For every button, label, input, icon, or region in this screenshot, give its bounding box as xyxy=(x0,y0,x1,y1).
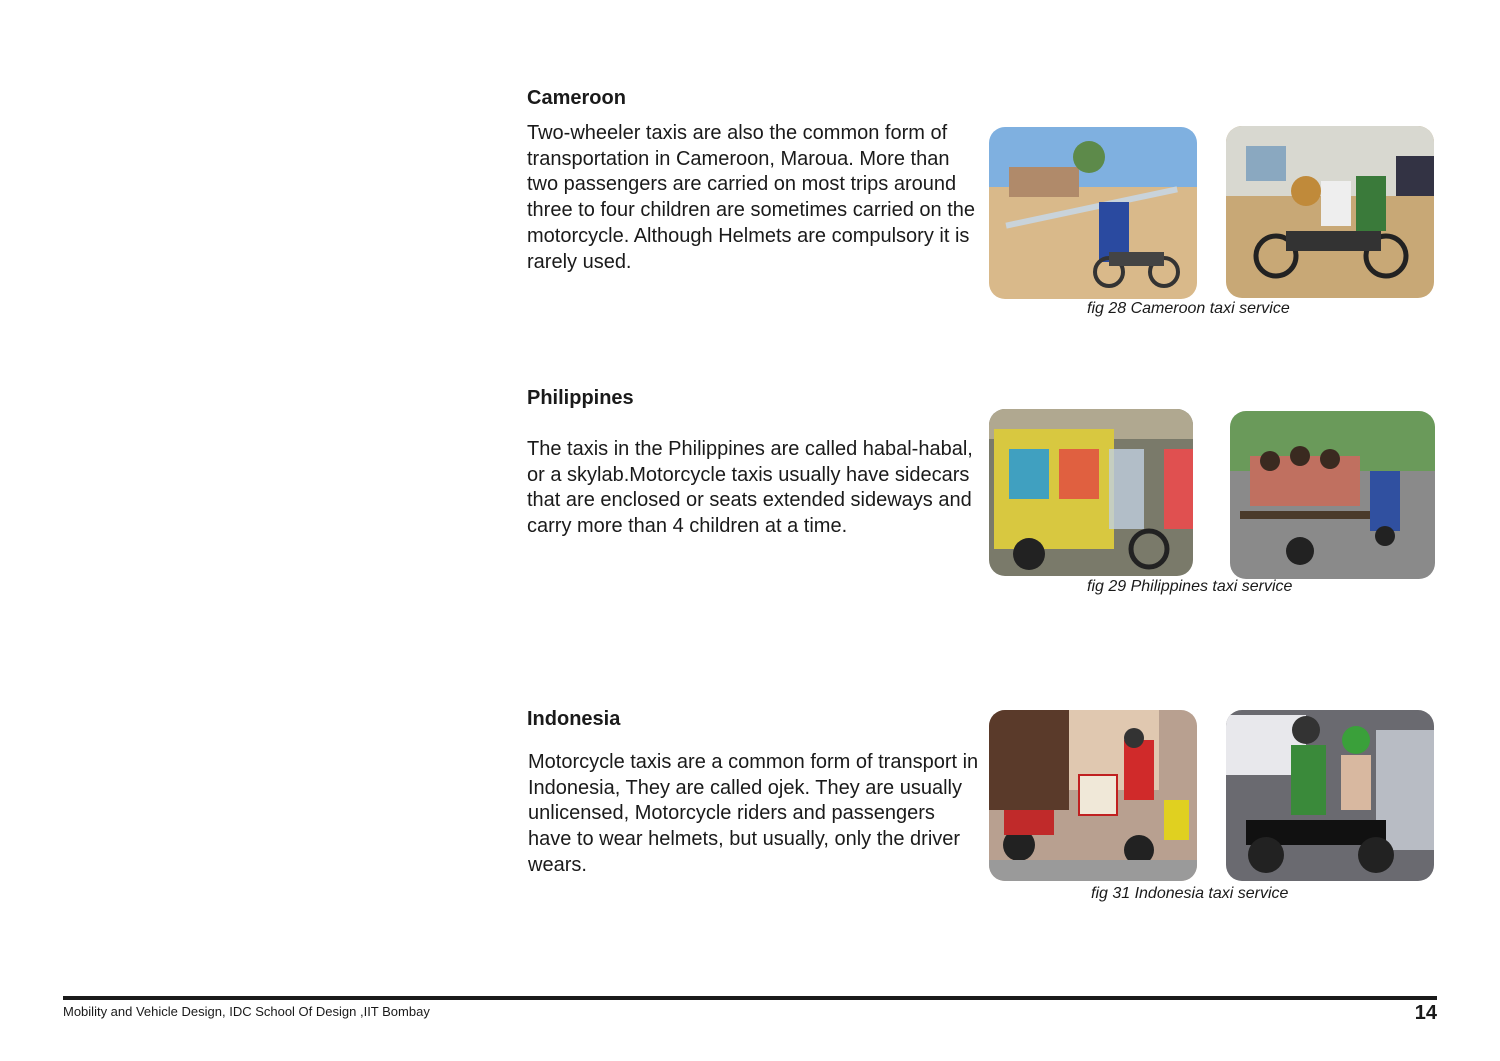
photo-indonesia-ojek-stand xyxy=(989,710,1197,881)
caption-philippines: fig 29 Philippines taxi service xyxy=(1087,578,1293,595)
photo-indonesia-gojek xyxy=(1226,710,1434,881)
section-body-indonesia: Motorcycle taxis are a common form of transport in Indonesia, They are called ojek. They are usually unlicensed, Motorcycle riders and passengers have to wear helmets, but usually, only the driver wears. xyxy=(528,751,979,876)
section-heading-philippines: Philippines xyxy=(527,387,634,409)
section-heading-cameroon: Cameroon xyxy=(527,87,626,109)
photo-cameroon-passengers xyxy=(1226,126,1434,298)
photo-philippines-skylab xyxy=(1230,411,1435,579)
caption-cameroon: fig 28 Cameroon taxi service xyxy=(1087,300,1290,317)
page-number: 14 xyxy=(1414,1002,1437,1024)
photo-philippines-sidecar xyxy=(989,409,1193,576)
footer-text: Mobility and Vehicle Design, IDC School Of Design ,IIT Bombay xyxy=(63,1004,430,1019)
section-body-philippines: The taxis in the Philippines are called habal-habal, or a skylab.Motorcycle taxis usually have sidecars that are enclosed or seats extended sideways and carry more than 4 children at a time. xyxy=(527,438,973,538)
caption-indonesia: fig 31 Indonesia taxi service xyxy=(1091,885,1289,902)
section-body-cameroon: Two-wheeler taxis are also the common form of transportation in Cameroon, Maroua. More than two passengers are carried on most trips around three to four children are sometimes carried on the motorcycle. Although Helmets are compulsory it is rarely used. xyxy=(527,122,975,273)
photo-cameroon-motorcycle-pipe xyxy=(989,127,1197,299)
section-heading-indonesia: Indonesia xyxy=(527,708,621,730)
footer-rule xyxy=(63,996,1437,1000)
